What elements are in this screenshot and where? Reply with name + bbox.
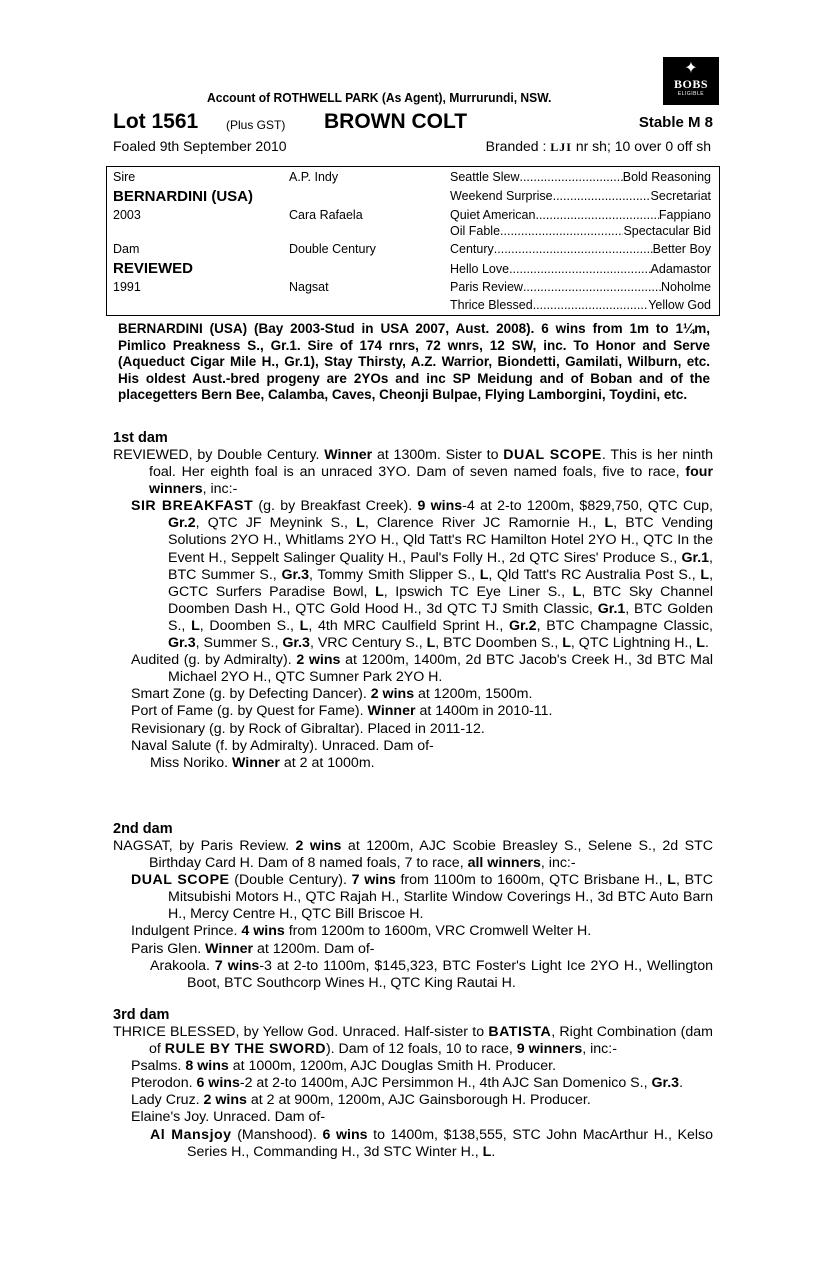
entry-text: at 1000m, 1200m, AJC Douglas Smith H. Producer.	[228, 1058, 557, 1075]
entry-text: SIR BREAKFAST	[131, 498, 254, 515]
entry-text: Port of Fame (g. by Quest for Fame).	[131, 703, 368, 720]
entry-text: , BTC Summer S.,	[168, 549, 713, 583]
entry-text: L	[604, 515, 614, 532]
produce-entry	[113, 1092, 713, 1109]
entry-text: all winners	[467, 855, 541, 872]
entry-text: Revisionary (g. by Rock of Gibraltar). Placed in 2011-12.	[131, 720, 485, 737]
gg-right: Adamastor	[650, 262, 711, 276]
entry-text: Audited (g. by Admiralty).	[131, 652, 297, 669]
entry-text: Gr.2	[508, 617, 537, 634]
leader-dots	[519, 170, 622, 185]
produce-entry	[113, 721, 713, 738]
entry-text: Winner	[324, 447, 373, 463]
entry-text: RULE BY THE SWORD	[164, 1041, 326, 1058]
lot-line	[113, 110, 713, 134]
entry-text: Elaine's Joy. Unraced. Dam of-	[131, 1109, 326, 1126]
first-dam-section	[113, 430, 713, 772]
entry-text: 2 wins	[295, 838, 342, 854]
entry-text: REVIEWED, by Double Century.	[113, 447, 325, 463]
produce-entry	[113, 755, 713, 772]
gg-left: Century	[450, 242, 494, 256]
leader-dots	[509, 262, 650, 277]
sire-year: 2003	[113, 208, 141, 222]
entry-text: , Ipswich TC Eye Liner S.,	[383, 583, 573, 600]
entry-text: , inc:-	[202, 481, 238, 498]
entry-text: , BTC Golden S.,	[168, 600, 713, 634]
entry-text: at 2 at 900m, 1200m, AJC Gainsborough H. Producer.	[246, 1092, 591, 1109]
entry-text: 4 wins	[241, 923, 285, 940]
sire-label: Sire	[113, 170, 136, 184]
produce-entry	[113, 872, 713, 923]
leader-dots	[553, 189, 651, 204]
entry-text: -4 at 2-to 1200m, $829,750, QTC Cup,	[462, 498, 714, 515]
entry-text: Naval Salute (f. by Admiralty). Unraced. Dam of-	[131, 737, 434, 754]
produce-entry	[113, 447, 713, 498]
entry-text: .	[704, 635, 709, 652]
entry-text: , inc:-	[582, 1041, 617, 1058]
third-dam-section	[113, 1007, 713, 1161]
entry-text: , Clarence River JC Ramornie H.,	[364, 515, 605, 532]
entry-text: Gr.2	[168, 515, 196, 532]
entry-text: Winner	[205, 940, 254, 957]
gg-row-8	[450, 298, 711, 313]
entry-text: at 2 at 1000m.	[279, 754, 375, 771]
entry-text: ). Dam of 12 foals, 10 to race,	[325, 1041, 517, 1058]
gg-right: Spectacular Bid	[623, 224, 711, 238]
entry-text: Gr.3	[281, 566, 310, 583]
entry-text: -2 at 2-to 1400m, AJC Persimmon H., 4th AJC San Domenico S.,	[239, 1075, 652, 1092]
leader-dots	[494, 242, 653, 257]
entry-text: (Double Century).	[229, 872, 352, 889]
entry-text: Indulgent Prince.	[131, 923, 242, 940]
entry-text: THRICE BLESSED, by Yellow God. Unraced. Half-sister to	[113, 1024, 489, 1040]
entry-text: 7 wins	[214, 957, 260, 974]
entry-text: Al Mansjoy	[150, 1126, 232, 1143]
pedigree-table	[106, 166, 720, 316]
entry-text: DUAL SCOPE	[131, 872, 230, 889]
entry-text: , 4th MRC Caulfield Sprint H.,	[308, 617, 509, 634]
sire-sire: A.P. Indy	[289, 170, 339, 184]
produce-list	[113, 1024, 713, 1161]
produce-list	[113, 838, 713, 992]
entry-text: .	[679, 1075, 684, 1092]
entry-text: , Tommy Smith Slipper S.,	[309, 566, 480, 583]
foaled-date: Foaled 9th September 2010	[113, 138, 287, 154]
entry-text: L	[191, 617, 200, 634]
branded-rest: nr sh; 10 over 0 off sh	[575, 138, 711, 154]
entry-text: 8 wins	[185, 1058, 229, 1075]
entry-text: L	[479, 566, 489, 583]
gg-right: Fappiano	[658, 208, 711, 222]
produce-entry	[113, 923, 713, 940]
entry-text: , QTC Lightning H.,	[570, 635, 697, 652]
leader-dots	[523, 280, 661, 295]
sire-dam: Cara Rafaela	[289, 208, 363, 222]
gg-left: Thrice Blessed	[450, 298, 533, 312]
brand-mark: LJI	[550, 140, 572, 154]
entry-text: , QTC JF Meynink S.,	[195, 515, 357, 532]
produce-entry	[113, 1058, 713, 1075]
entry-text: L	[667, 872, 676, 889]
gg-row-2	[450, 189, 711, 204]
produce-entry	[113, 738, 713, 755]
entry-text: at 1200m, AJC Scobie Breasley S., Selene S., 2d STC Birthday Card H. Dam of 8 named foals, 7 to race,	[149, 838, 713, 872]
entry-text: L	[299, 617, 309, 634]
entry-text: Psalms.	[131, 1058, 186, 1075]
entry-text: 2 wins	[203, 1092, 247, 1109]
gg-row-7	[450, 280, 711, 295]
gg-right: Noholme	[660, 280, 711, 294]
entry-text: , Qld Tatt's RC Australia Post S.,	[488, 566, 701, 583]
entry-text: at 1400m in 2010-11.	[415, 703, 553, 720]
entry-text: L	[482, 1143, 492, 1160]
entry-text: 6 wins	[322, 1126, 368, 1143]
produce-entry	[113, 838, 713, 872]
gg-left: Hello Love	[450, 262, 510, 276]
gg-row-1	[450, 170, 711, 185]
entry-text: Gr.1	[597, 600, 626, 617]
gg-right: Yellow God	[648, 298, 711, 312]
gg-left: Paris Review	[450, 280, 523, 294]
second-dam-section	[113, 821, 713, 992]
entry-text: BATISTA	[488, 1024, 552, 1040]
entry-text: Miss Noriko.	[150, 754, 232, 771]
sire-summary: BERNARDINI (USA) (Bay 2003-Stud in USA 2007, Aust. 2008). 6 wins from 1m to 1¼m, Pimlico Preakness S., Gr.1. Sire of 174 rnrs, 72 wnrs, 12 SW, inc. To Honor and Serve (Aqueduct Cigar Mile H., Gr.1), Stay Thirsty, A.Z. Warrior, Biondetti, Gamilati, Wilburn, etc. His oldest Aust.-bred progeny are 2YOs and inc SP Meidung and of Boban and of the placegetters Bern Bee, Calamba, Caves, Cheonji Bulpae, Flying Lamborgini, Toydini, etc.	[118, 321, 710, 402]
section-heading: 3rd dam	[113, 1007, 170, 1023]
entry-text: L	[562, 635, 571, 652]
entry-text: L	[696, 635, 705, 652]
entry-text: Lady Cruz.	[131, 1092, 204, 1109]
entry-text: Paris Glen.	[131, 940, 206, 957]
leader-dots	[533, 298, 649, 313]
logo-sub: ELIGIBLE	[677, 91, 705, 97]
horse-sex: BROWN COLT	[324, 110, 468, 133]
gg-row-5	[450, 242, 711, 257]
gg-left: Seattle Slew	[450, 170, 520, 184]
entry-text: Gr.3	[282, 635, 310, 652]
entry-text: from 1100m to 1600m, QTC Brisbane H.,	[395, 872, 668, 889]
entry-text: , BTC Mitsubishi Motors H., QTC Rajah H., Starlite Window Coverings H., 3d BTC Auto Barn H., Mercy Centre H., QTC Bill Briscoe H.	[168, 872, 713, 923]
leader-dots	[535, 208, 658, 223]
entry-text: at 1200m, 1400m, 2d BTC Jacob's Creek H., 3d BTC Mal Michael 2YO H., QTC Sumner Park 2YO H.	[168, 652, 713, 686]
entry-text: Winner	[367, 703, 416, 720]
bird-icon: ✦	[684, 60, 698, 77]
entry-text: , Right Combination (dam of	[149, 1024, 713, 1058]
produce-entry	[113, 1109, 713, 1126]
entry-text: 9 wins	[417, 498, 463, 515]
entry-text: , BTC Sky Channel Doomben Dash H., QTC Gold Hood H., 3d QTC TJ Smith Classic,	[168, 583, 713, 617]
gg-right: Bold Reasoning	[622, 170, 711, 184]
produce-entry	[113, 498, 713, 652]
entry-text: Pterodon.	[131, 1075, 197, 1092]
section-heading: 1st dam	[113, 430, 168, 446]
gg-left: Quiet American	[450, 208, 536, 222]
entry-text: , BTC Doomben S.,	[435, 635, 563, 652]
lot-number: Lot 1561	[113, 110, 199, 133]
entry-text: (Manshood).	[231, 1126, 323, 1143]
logo-text: BOBS	[673, 77, 708, 91]
bobs-logo	[663, 57, 719, 105]
dam-year: 1991	[113, 280, 141, 294]
gg-row-6	[450, 262, 711, 277]
entry-text: Gr.3	[168, 635, 196, 652]
entry-text: to 1400m, $138,555, STC John MacArthur H., Kelso Series H., Commanding H., 3d STC Winter H.,	[187, 1126, 714, 1160]
entry-text: from 1200m to 1600m, VRC Cromwell Welter H.	[284, 923, 592, 940]
produce-entry	[113, 652, 713, 686]
produce-list	[113, 447, 713, 772]
entry-text: .	[491, 1143, 496, 1160]
entry-text: NAGSAT, by Paris Review.	[113, 838, 296, 854]
entry-text: Winner	[231, 754, 280, 771]
entry-text: four winners	[149, 464, 713, 498]
produce-entry	[113, 1127, 713, 1161]
entry-text: . This is her ninth foal. Her eighth foal is an unraced 3YO. Dam of seven named foals, five to race,	[149, 447, 713, 481]
gg-right: Secretariat	[650, 189, 711, 203]
produce-entry	[113, 941, 713, 958]
gg-left: Weekend Surprise	[450, 189, 553, 203]
produce-entry	[113, 1024, 713, 1058]
entry-text: at 1200m, 1500m.	[414, 686, 533, 703]
entry-text: , inc:-	[540, 855, 576, 872]
vendor-account: Account of ROTHWELL PARK (As Agent), Murrurundi, NSW.	[207, 90, 552, 105]
dam-name: REVIEWED	[113, 260, 194, 277]
gg-row-3	[450, 208, 711, 223]
entry-text: DUAL SCOPE	[503, 447, 602, 463]
leader-dots	[500, 224, 623, 239]
entry-text: Smart Zone (g. by Defecting Dancer).	[131, 686, 371, 703]
entry-text: Arakoola.	[150, 957, 215, 974]
stable-location: Stable M 8	[638, 114, 713, 131]
entry-text: 2 wins	[370, 686, 415, 703]
produce-entry	[113, 703, 713, 720]
entry-text: (g. by Breakfast Creek).	[253, 498, 418, 515]
produce-entry	[113, 686, 713, 703]
entry-text: 2 wins	[296, 652, 341, 669]
dam-label: Dam	[113, 242, 140, 256]
entry-text: L	[426, 635, 436, 652]
entry-text: , Doomben S.,	[199, 617, 300, 634]
entry-text: 7 wins	[351, 872, 396, 889]
entry-text: L	[700, 566, 710, 583]
entry-text: 9 winners	[516, 1041, 583, 1058]
branded-label: Branded :	[485, 138, 547, 154]
entry-text: 6 wins	[196, 1075, 240, 1092]
produce-entry	[113, 1075, 713, 1092]
gst-note: (Plus GST)	[226, 118, 286, 132]
entry-text: , Summer S.,	[195, 635, 283, 652]
produce-entry	[113, 958, 713, 992]
entry-text: Gr.3	[651, 1075, 680, 1092]
entry-text: Gr.1	[681, 549, 710, 566]
entry-text: L	[572, 583, 582, 600]
gg-left: Oil Fable	[450, 224, 501, 238]
entry-text: , GCTC Surfers Paradise Bowl,	[168, 566, 714, 600]
entry-text: -3 at 2-to 1100m, $145,323, BTC Foster's Light Ice 2YO H., Wellington Boot, BTC Southcorp Wines H., QTC King Rautai H.	[187, 957, 713, 991]
entry-text: at 1300m. Sister to	[372, 447, 504, 463]
entry-text: , VRC Century S.,	[309, 635, 427, 652]
entry-text: , BTC Champagne Classic,	[536, 617, 713, 634]
gg-row-4	[450, 224, 711, 239]
dam-dam: Nagsat	[289, 280, 329, 294]
branded-info	[486, 138, 711, 155]
entry-text: , BTC Vending Solutions 2YO H., Whitlams 2YO H., Qld Tatt's RC Hamilton Hotel 2YO H., QTC In the Event H., Seppelt Salinger Quality H., Paul's Folly H., 2d QTC Sires' Produce S.,	[168, 515, 714, 566]
section-heading: 2nd dam	[113, 821, 173, 837]
entry-text: L	[356, 515, 365, 532]
dam-sire: Double Century	[289, 242, 376, 256]
sire-name: BERNARDINI (USA)	[113, 188, 253, 205]
entry-text: L	[375, 583, 384, 600]
gg-right: Better Boy	[652, 242, 711, 256]
entry-text: at 1200m. Dam of-	[253, 940, 375, 957]
